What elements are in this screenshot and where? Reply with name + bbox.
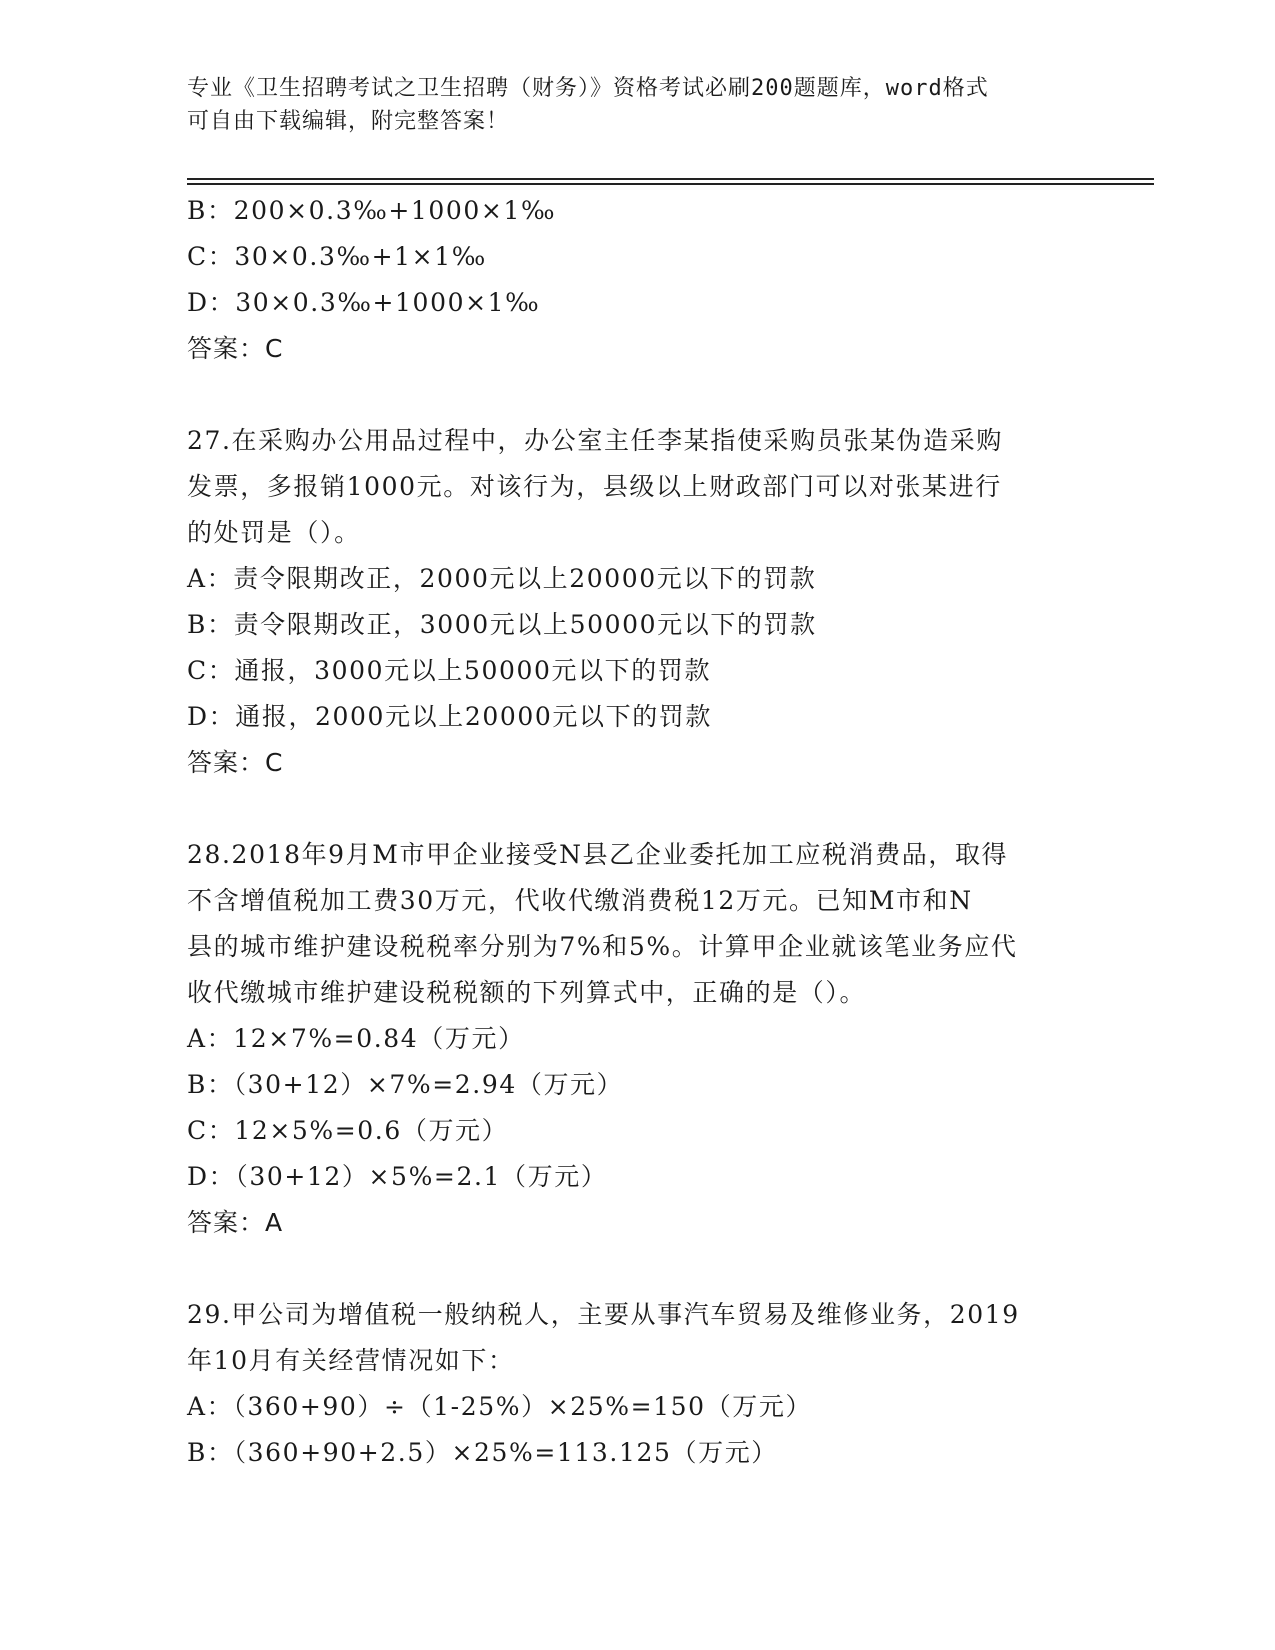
question-stem-line: 发票，多报销1000元。对该行为，县级以上财政部门可以对张某进行 — [187, 472, 1002, 501]
spacer — [187, 786, 1087, 832]
document-header — [187, 72, 1067, 138]
question-stem-line: 县的城市维护建设税税率分别为7%和5%。计算甲企业就该笔业务应代 — [187, 932, 1018, 961]
question-29 — [187, 1292, 1087, 1476]
question-26-tail — [187, 188, 1087, 372]
header-line-1: 专业《卫生招聘考试之卫生招聘（财务）》资格考试必刷200题题库，word格式 — [187, 76, 989, 101]
option-b: B：责令限期改正，3000元以上50000元以下的罚款 — [187, 610, 817, 639]
option-d: D：通报，2000元以上20000元以下的罚款 — [187, 702, 712, 731]
option-c: C：通报，3000元以上50000元以下的罚款 — [187, 656, 712, 685]
header-line-2: 可自由下载编辑，附完整答案！ — [187, 109, 510, 134]
question-stem-line: 28.2018年9月M市甲企业接受N县乙企业委托加工应税消费品，取得 — [187, 840, 1009, 869]
option-b: B：（30+12）×7%=2.94（万元） — [187, 1070, 624, 1099]
answer: 答案：C — [187, 334, 284, 363]
document-body — [187, 188, 1087, 1476]
option-a: A：责令限期改正，2000元以上20000元以下的罚款 — [187, 564, 817, 593]
option-b: B：200×0.3‰+1000×1‰ — [187, 196, 557, 225]
option-d: D：30×0.3‰+1000×1‰ — [187, 288, 541, 317]
option-b: B：（360+90+2.5）×25%=113.125（万元） — [187, 1438, 778, 1467]
header-divider-bottom — [187, 183, 1154, 185]
header-divider-top — [187, 178, 1154, 180]
option-d: D：（30+12）×5%=2.1（万元） — [187, 1162, 608, 1191]
question-stem-line: 29.甲公司为增值税一般纳税人，主要从事汽车贸易及维修业务，2019 — [187, 1300, 1020, 1329]
answer: 答案：A — [187, 1208, 284, 1237]
question-stem-line: 不含增值税加工费30万元，代收代缴消费税12万元。已知M市和N — [187, 886, 973, 915]
question-stem-line: 27.在采购办公用品过程中，办公室主任李某指使采购员张某伪造采购 — [187, 426, 1003, 455]
question-stem-line: 年10月有关经营情况如下： — [187, 1346, 515, 1375]
option-c: C：30×0.3‰+1×1‰ — [187, 242, 487, 271]
question-27 — [187, 418, 1087, 786]
option-c: C：12×5%=0.6（万元） — [187, 1116, 509, 1145]
spacer — [187, 1246, 1087, 1292]
answer: 答案：C — [187, 748, 284, 777]
question-stem-line: 收代缴城市维护建设税税额的下列算式中，正确的是（）。 — [187, 978, 867, 1007]
option-a: A：（360+90）÷（1-25%）×25%=150（万元） — [187, 1392, 813, 1421]
spacer — [187, 372, 1087, 418]
question-28 — [187, 832, 1087, 1246]
option-a: A：12×7%=0.84（万元） — [187, 1024, 525, 1053]
question-stem-line: 的处罚是（）。 — [187, 518, 361, 547]
